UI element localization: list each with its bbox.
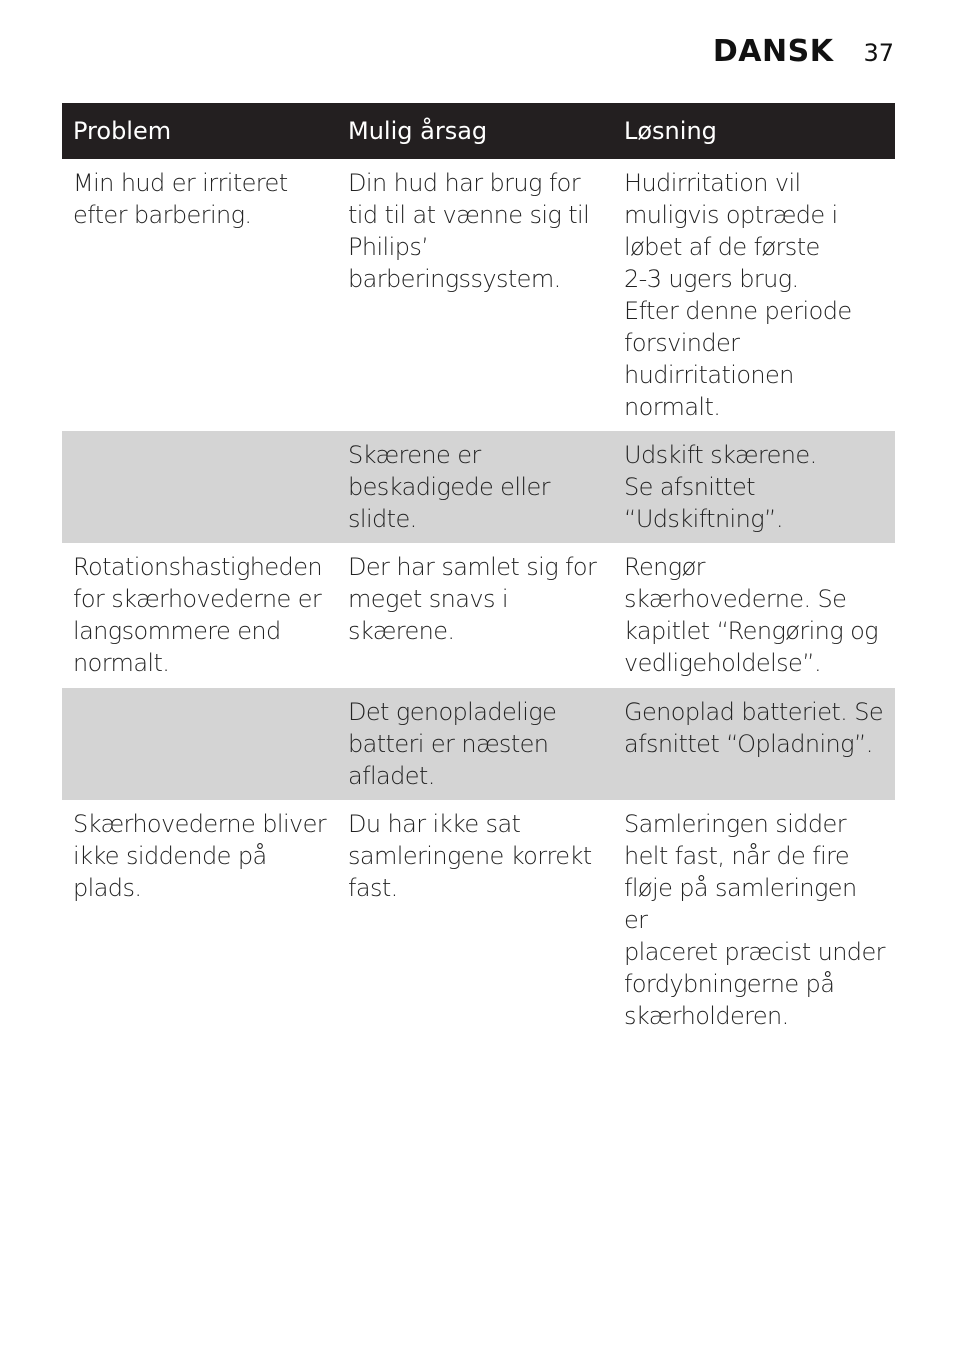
- table-row: [62, 800, 895, 1040]
- solution-cell: Hudirritation vil muligvis optræde i løbet af de første 2-3 ugers brug. Efter denne periode forsvinder hudirritationen normalt.: [624, 169, 852, 421]
- solution-cell: Samleringen sidder helt fast, når de fire fløje på samleringen er placeret præcist under fordybningerne på skærholderen.: [624, 810, 885, 1030]
- solution-cell: Rengør skærhovederne. Se kapitlet “Rengøring og vedligeholdelse”.: [624, 553, 878, 677]
- problem-cell: Min hud er irriteret efter barbering.: [73, 169, 288, 229]
- column-header-problem: Problem: [62, 103, 337, 159]
- table-row: [62, 688, 895, 800]
- cause-cell: Det genopladelige batteri er næsten afladet.: [337, 688, 613, 800]
- table-row: [62, 543, 895, 688]
- cause-cell: Du har ikke sat samleringene korrekt fast.: [348, 810, 592, 902]
- section-title: DANSK: [712, 34, 834, 69]
- cause-cell: Skærene er beskadigede eller slidte.: [337, 431, 613, 543]
- problem-cell: [62, 688, 337, 800]
- page-number: 37: [863, 39, 894, 67]
- table-row: [62, 431, 895, 543]
- problem-cell: Rotationshastigheden for skærhovederne er langsommere end normalt.: [73, 553, 322, 677]
- solution-cell: Genoplad batteriet. Se afsnittet “Opladning”.: [613, 688, 895, 800]
- problem-cell: [62, 431, 337, 543]
- column-header-solution: Løsning: [613, 103, 895, 159]
- table-header-row: [62, 103, 895, 159]
- troubleshooting-table: [62, 103, 895, 1040]
- table-row: [62, 159, 895, 431]
- problem-cell: Skærhovederne bliver ikke siddende på plads.: [73, 810, 327, 902]
- column-header-cause: Mulig årsag: [337, 103, 613, 159]
- cause-cell: Din hud har brug for tid til at vænne sig til Philips’ barberingssystem.: [348, 169, 590, 293]
- solution-cell: Udskift skærene. Se afsnittet “Udskiftning”.: [613, 431, 895, 543]
- page-header: [713, 34, 894, 69]
- cause-cell: Der har samlet sig for meget snavs i skærene.: [348, 553, 597, 645]
